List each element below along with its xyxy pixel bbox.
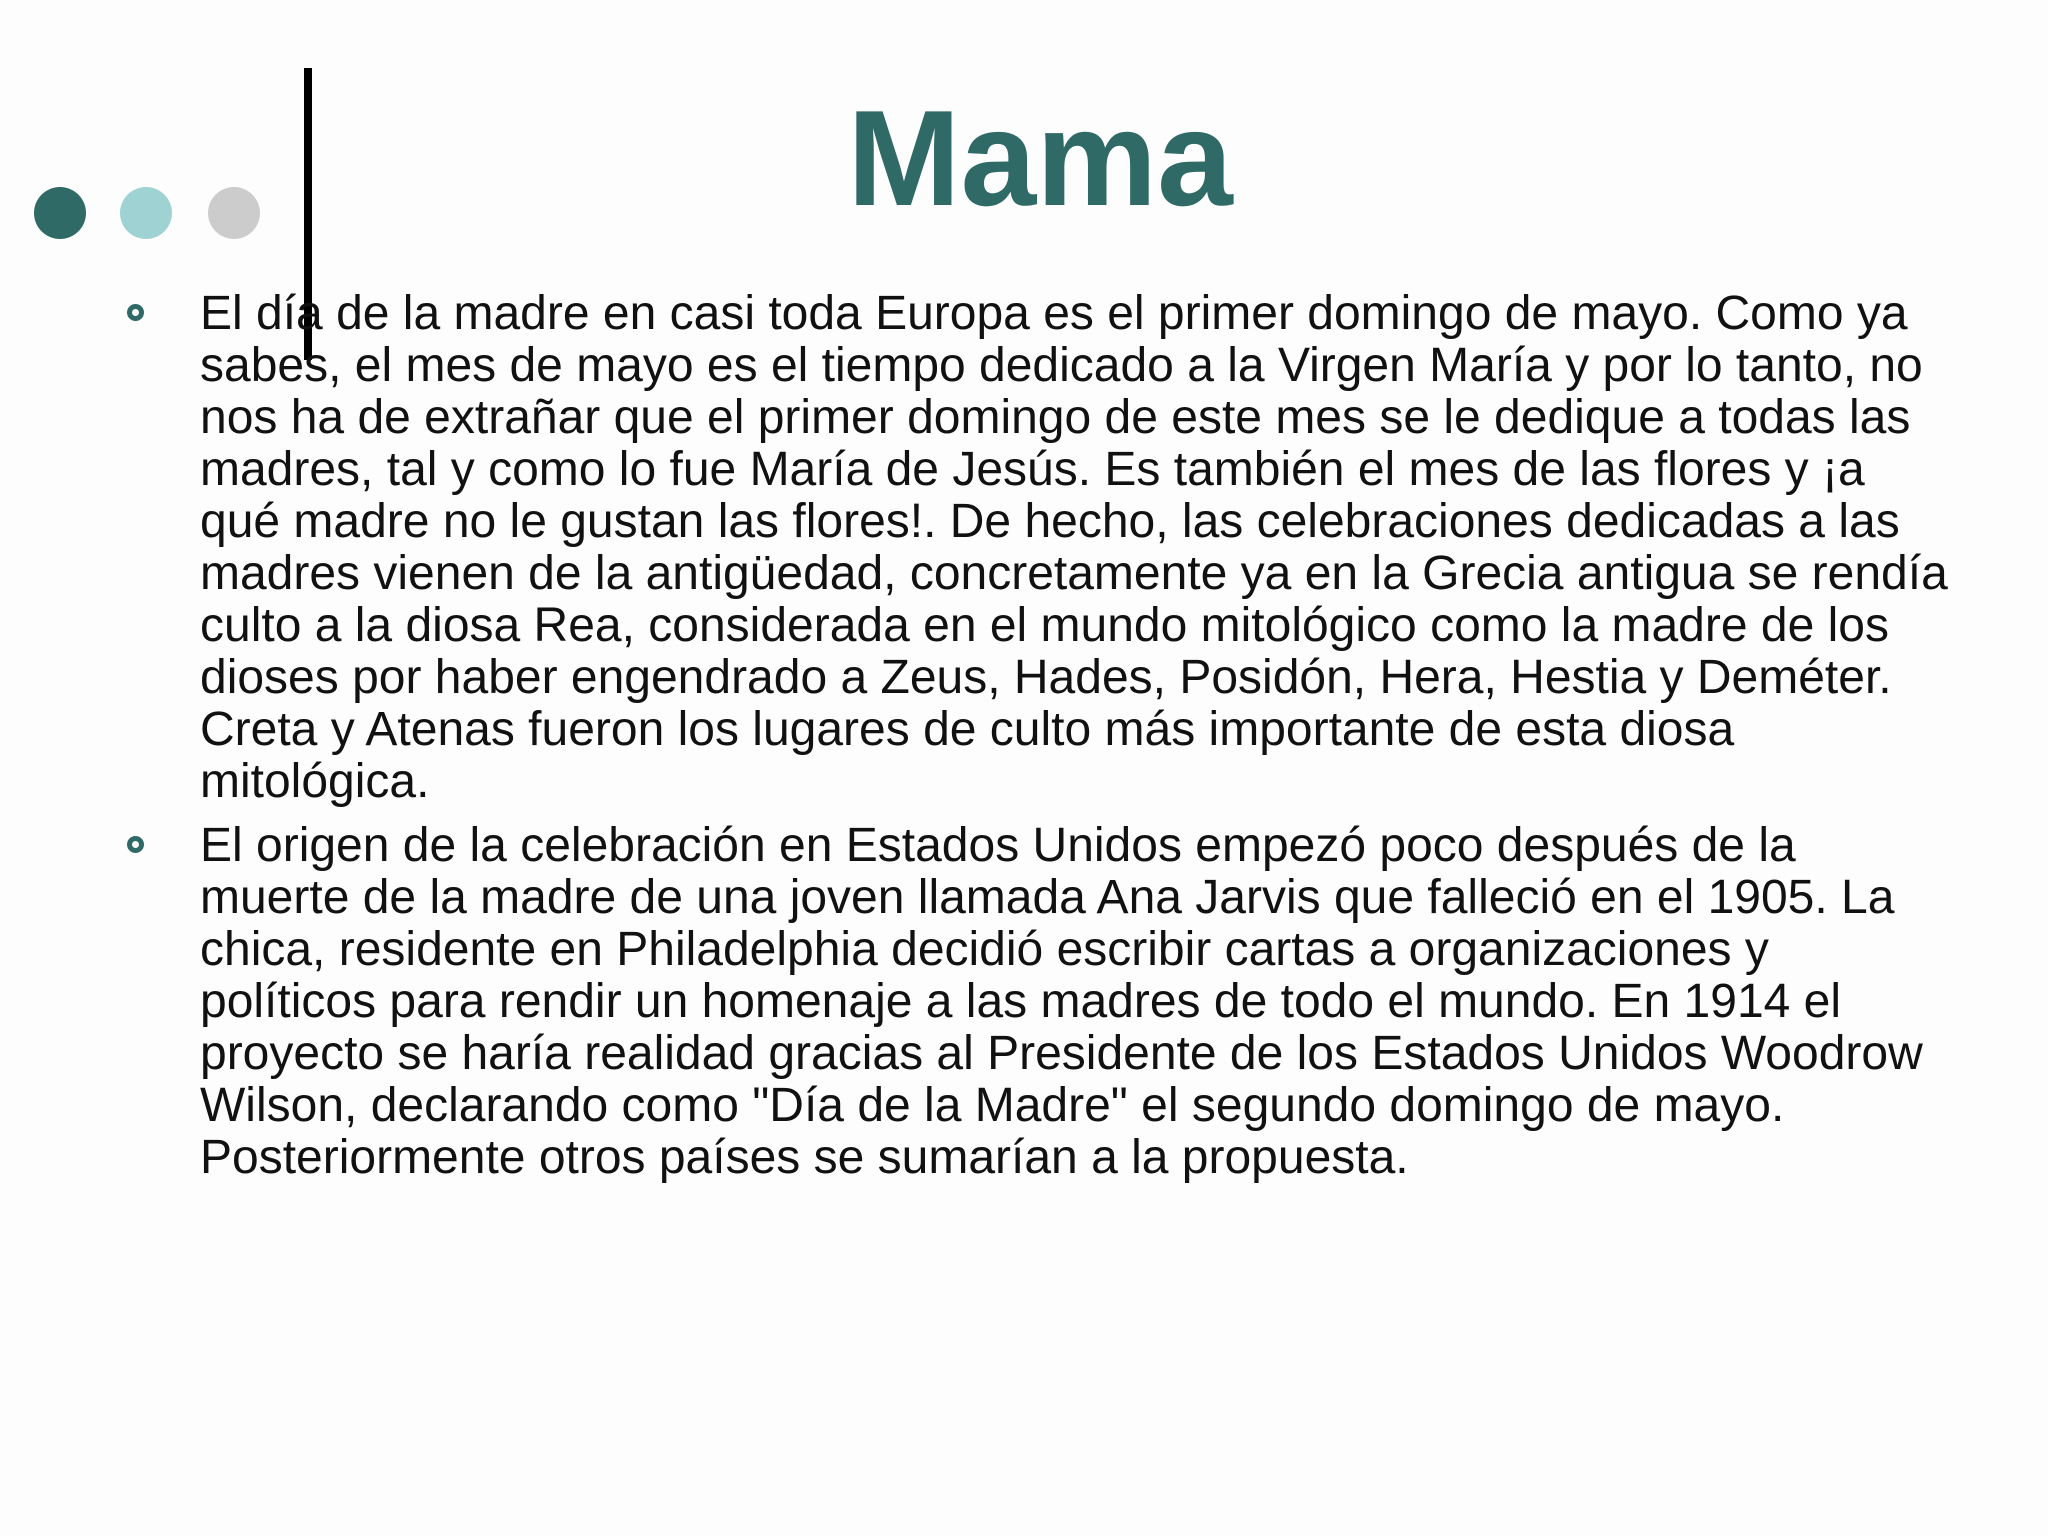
slide-title: Mama	[847, 82, 1233, 234]
bullet-text: El origen de la celebración en Estados Unidos empezó poco después de la muerte de la madre de una joven llamada Ana Jarvis que falleció en el 1905. La chica, residente en Philadelphia decidió escribir cartas a organizaciones y políticos para rendir un homenaje a las madres de todo el mundo. En 1914 el proyecto se haría realidad gracias al Presidente de los Estados Unidos Woodrow Wilson, declarando como "Día de la Madre" el segundo domingo de mayo. Posteriormente otros países se sumarían a la propuesta.	[200, 819, 1923, 1184]
bullet-item	[0, 820, 1950, 1184]
bullet-list	[0, 288, 2048, 1196]
bullet-text: El día de la madre en casi toda Europa es el primer domingo de mayo. Como ya sabes, el mes de mayo es el tiempo dedicado a la Virgen María y por lo tanto, no nos ha de extrañar que el primer domingo de este mes se le dedique a todas las madres, tal y como lo fue María de Jesús. Es también el mes de las flores y ¡a qué madre no le gustan las flores!. De hecho, las celebraciones dedicadas a las madres vienen de la antigüedad, concretamente ya en la Grecia antigua se rendía culto a la diosa Rea, considerada en el mundo mitológico como la madre de los dioses por haber engendrado a Zeus, Hades, Posidón, Hera, Hestia y Deméter. Creta y Atenas fueron los lugares de culto más importante de esta diosa mitológica.	[200, 287, 1948, 808]
hollow-circle-bullet-icon	[127, 836, 144, 853]
light-teal-dot-icon	[120, 187, 172, 239]
bullet-item	[0, 288, 1950, 808]
teal-dot-icon	[34, 187, 86, 239]
gray-dot-icon	[208, 187, 260, 239]
hollow-circle-bullet-icon	[127, 304, 144, 321]
